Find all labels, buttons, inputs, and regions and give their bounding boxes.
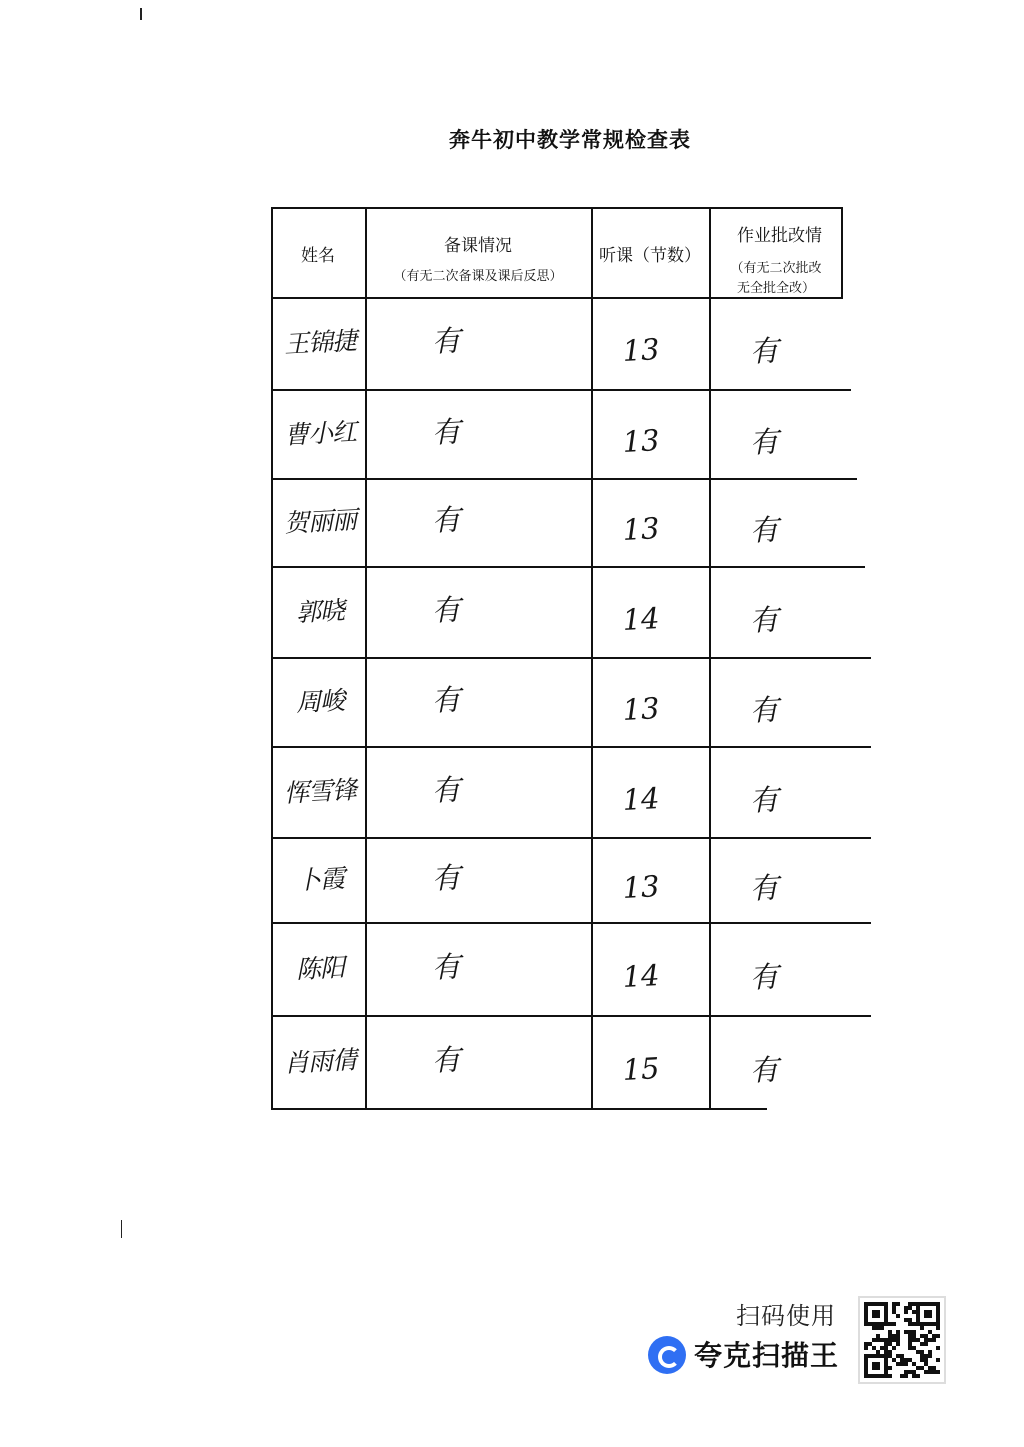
inspection-table — [271, 207, 871, 1109]
grid-line — [271, 746, 871, 748]
cell-listen: 15 — [621, 1050, 661, 1087]
cell-prep: 有 — [430, 413, 462, 450]
cell-listen: 13 — [621, 868, 661, 905]
cell-homework: 有 — [748, 601, 780, 638]
cell-listen: 14 — [621, 780, 661, 817]
cell-name: 贺丽丽 — [283, 505, 357, 538]
header-homework: 作业批改情 — [737, 226, 822, 246]
cell-name: 陈阳 — [295, 952, 345, 984]
quark-logo-icon — [648, 1336, 686, 1374]
cell-listen: 13 — [621, 422, 661, 459]
cell-homework: 有 — [748, 333, 780, 369]
cell-prep: 有 — [430, 1041, 462, 1078]
grid-line — [271, 297, 843, 299]
header-homework-sub2: 无全批全改） — [736, 281, 815, 296]
cell-name: 卜霞 — [295, 863, 345, 895]
cell-homework: 有 — [748, 869, 780, 906]
grid-line — [271, 207, 843, 209]
cell-listen: 13 — [621, 511, 661, 547]
grid-line — [271, 389, 851, 391]
cell-prep: 有 — [430, 681, 462, 718]
scan-label: 扫码使用 — [736, 1302, 836, 1330]
scan-artifact-mark — [140, 8, 142, 20]
grid-line — [271, 1015, 871, 1017]
cell-homework: 有 — [748, 958, 780, 995]
header-name: 姓名 — [301, 246, 335, 266]
cell-homework: 有 — [748, 1051, 780, 1088]
cell-homework: 有 — [748, 691, 780, 728]
cell-name: 郭晓 — [295, 595, 345, 627]
cell-name: 王锦捷 — [283, 326, 357, 359]
header-listen: 听课（节数） — [599, 246, 701, 266]
header-prep: 备课情况 — [444, 236, 512, 256]
cell-name: 恽雪锋 — [283, 774, 357, 808]
qr-code-icon — [858, 1296, 946, 1384]
grid-line — [271, 657, 871, 659]
document-title: 奔牛初中教学常规检查表 — [449, 128, 691, 152]
cell-prep: 有 — [430, 771, 462, 808]
cell-prep: 有 — [430, 948, 462, 985]
header-prep-sub: （有无二次备课及课后反思） — [393, 269, 563, 284]
cell-name: 曹小红 — [283, 416, 357, 450]
cell-name: 肖雨倩 — [283, 1044, 357, 1078]
cell-homework: 有 — [748, 423, 780, 460]
cell-prep: 有 — [430, 502, 462, 538]
cell-prep: 有 — [430, 859, 462, 896]
cell-homework: 有 — [748, 512, 780, 548]
cell-listen: 13 — [621, 690, 661, 727]
grid-line — [271, 1108, 767, 1110]
app-name: 夸克扫描王 — [694, 1339, 840, 1372]
cell-listen: 14 — [621, 957, 661, 994]
cell-homework: 有 — [748, 781, 780, 818]
cell-listen: 14 — [621, 600, 661, 637]
cell-prep: 有 — [430, 591, 462, 628]
grid-line — [271, 922, 871, 924]
grid-line — [271, 478, 857, 480]
scan-artifact-mark — [121, 1220, 122, 1238]
grid-line — [271, 566, 865, 568]
cell-name: 周峻 — [295, 685, 345, 717]
header-homework-sub1: （有无二次批改 — [730, 261, 822, 276]
cell-listen: 13 — [621, 332, 661, 368]
grid-line — [271, 837, 871, 839]
cell-prep: 有 — [430, 323, 462, 359]
grid-line — [271, 207, 273, 1110]
